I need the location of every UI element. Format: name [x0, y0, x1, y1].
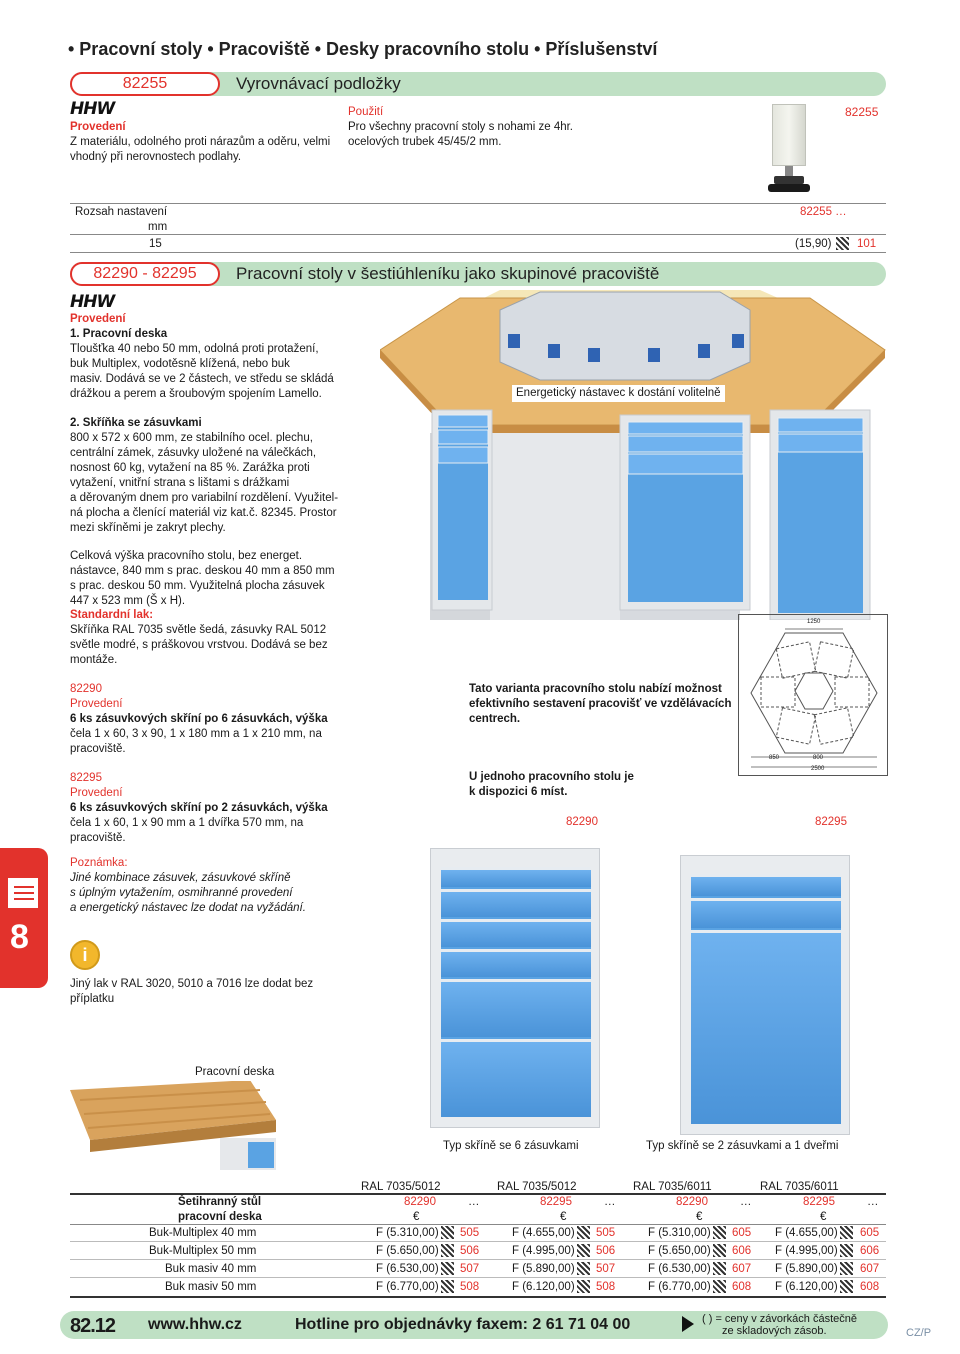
ral-header: RAL 7035/6011 — [633, 1181, 712, 1193]
qr-icon — [713, 1226, 726, 1239]
code-cell: 607 — [732, 1263, 752, 1275]
hexagon-diagram — [738, 614, 888, 776]
code-cell: 82290 — [676, 1196, 708, 1208]
row-label: Buk masiv 50 mm — [165, 1281, 257, 1293]
price-cell: F (4.995,00) — [512, 1245, 575, 1257]
item2-title: 2. Skříňka se zásuvkami — [70, 417, 202, 429]
item2-line: mezi skříněmi je zakryt plechy. — [70, 522, 226, 534]
dim-label: 1250 — [807, 619, 821, 625]
height-line: s prac. deskou 50 mm. Využitelná plocha zásuvek — [70, 580, 325, 592]
qr-icon — [441, 1262, 454, 1275]
item2-line: vytažení, vnitřní strana s lištami s drážkami — [70, 477, 290, 489]
code-cell: 606 — [732, 1245, 752, 1257]
ral-header: RAL 7035/6011 — [760, 1181, 839, 1193]
price-cell: F (4.995,00) — [775, 1245, 838, 1257]
table-rule — [70, 1224, 886, 1225]
lak-line: montáže. — [70, 654, 118, 666]
code-cell: 82295 — [540, 1196, 572, 1208]
energy-caption: Energetický nástavec k dostání volitelně — [512, 385, 725, 402]
variant-line: čela 1 x 60, 3 x 90, 1 x 180 mm a 1 x 210 mm, na — [70, 728, 322, 740]
page-number: 82.12 — [70, 1315, 116, 1337]
code-cell: 605 — [860, 1227, 880, 1239]
qr-icon — [836, 237, 849, 250]
note-line: s úplným vytažením, osmihranné provedení — [70, 887, 293, 899]
table-rule — [70, 1259, 886, 1260]
web-link[interactable]: www.hhw.cz — [148, 1316, 242, 1333]
pouziti-text: ocelových trubek 45/45/2 mm. — [348, 136, 502, 148]
ellipsis: … — [867, 1196, 879, 1208]
euro-cell: € — [820, 1211, 827, 1223]
code-cell: 506 — [596, 1245, 616, 1257]
table-price: (15,90) — [795, 238, 832, 250]
price-cell: F (6.530,00) — [376, 1263, 439, 1275]
qr-icon — [577, 1262, 590, 1275]
worktop-image — [70, 1080, 280, 1170]
image-label: 82255 — [845, 105, 879, 119]
hotline: Hotline pro objednávky faxem: 2 61 71 04 00 — [295, 1316, 631, 1333]
table-cell: 15 — [149, 238, 162, 250]
price-cell: F (5.310,00) — [376, 1227, 439, 1239]
code-cell: 505 — [596, 1227, 616, 1239]
code-cell: 608 — [860, 1281, 880, 1293]
code-cell: 505 — [460, 1227, 480, 1239]
code-cell: 507 — [460, 1263, 480, 1275]
language-code: CZ/P — [906, 1327, 932, 1339]
hexagon-table-image — [380, 290, 886, 620]
note-line: centrech. — [469, 713, 521, 725]
dim-label: 850 — [769, 755, 780, 761]
qr-icon — [441, 1280, 454, 1293]
code-cell: 82290 — [404, 1196, 436, 1208]
euro-cell: € — [696, 1211, 703, 1223]
code-cell: 508 — [460, 1281, 480, 1293]
section-title: Vyrovnávací podložky — [236, 74, 401, 93]
code-cell: 507 — [596, 1263, 616, 1275]
pouziti-text: Pro všechny pracovní stoly s nohami ze 4hr. — [348, 121, 573, 133]
note-line: Tato varianta pracovního stolu nabízí možnost — [469, 683, 722, 695]
ellipsis: … — [740, 1196, 752, 1208]
variant-line: pracoviště. — [70, 832, 126, 844]
price-cell: F (6.120,00) — [775, 1281, 838, 1293]
desk-label: Pracovní deska — [193, 1064, 276, 1081]
note-label: Poznámka: — [70, 857, 128, 869]
variant-number: 82295 — [70, 772, 102, 784]
ellipsis: … — [468, 1196, 480, 1208]
cabinet-6-drawers-image — [430, 848, 600, 1128]
item1-line: Tloušťka 40 nebo 50 mm, odolná proti protažení, — [70, 343, 319, 355]
qr-icon — [577, 1226, 590, 1239]
row-label: Buk-Multiplex 50 mm — [149, 1245, 257, 1257]
code-cell: 608 — [732, 1281, 752, 1293]
code-cell: 82295 — [803, 1196, 835, 1208]
item2-line: nosnost 60 kg, vytažení na 85 %. Zarážka proti — [70, 462, 310, 474]
code-cell: 606 — [860, 1245, 880, 1257]
qr-icon — [713, 1262, 726, 1275]
height-line: 447 x 523 mm (Š x H). — [70, 595, 186, 607]
row-label: Buk masiv 40 mm — [165, 1263, 257, 1275]
price-cell: F (6.120,00) — [512, 1281, 575, 1293]
euro-cell: € — [560, 1211, 567, 1223]
table-rule — [70, 1277, 886, 1278]
footer-note: ze skladových zásob. — [722, 1325, 827, 1337]
page-title: • Pracovní stoly • Pracoviště • Desky pracovního stolu • Příslušenství — [68, 39, 658, 59]
code-cell: 605 — [732, 1227, 752, 1239]
table-rule — [70, 1241, 886, 1242]
note-line: Jiné kombinace zásuvek, zásuvkové skříně — [70, 872, 291, 884]
item2-line: ná plocha a členící materiál viz kat.č. 82345. Prostor — [70, 507, 337, 519]
ral-header: RAL 7035/5012 — [497, 1181, 577, 1193]
chapter-number: 8 — [10, 918, 29, 956]
image-label: 82295 — [815, 816, 847, 828]
ral-header: RAL 7035/5012 — [361, 1181, 441, 1193]
provedeni-text: vhodný při nerovnostech podlahy. — [70, 151, 242, 163]
price-cell: F (4.655,00) — [775, 1227, 838, 1239]
price-cell: F (6.770,00) — [376, 1281, 439, 1293]
brand-logo: HHW — [70, 99, 115, 119]
table-header: Rozsah nastavení — [75, 206, 168, 218]
price-cell: F (5.650,00) — [376, 1245, 439, 1257]
table-unit: mm — [148, 221, 168, 233]
variant-label: Provedení — [70, 698, 123, 710]
variant-line: 6 ks zásuvkových skříní po 6 zásuvkách, výška — [70, 713, 328, 725]
price-cell: F (5.890,00) — [512, 1263, 575, 1275]
table-rule — [70, 252, 886, 253]
dim-label: 2500 — [811, 766, 825, 772]
qr-icon — [713, 1280, 726, 1293]
qr-icon — [713, 1244, 726, 1257]
provedeni-label: Provedení — [70, 313, 126, 325]
cabinet-caption: Typ skříně se 6 zásuvkami — [443, 1140, 579, 1152]
dim-label: 800 — [813, 755, 824, 761]
price-cell: F (5.650,00) — [648, 1245, 711, 1257]
qr-icon — [840, 1280, 853, 1293]
provedeni-label: Provedení — [70, 121, 126, 133]
lak-line: světle modré, s práškovou vrstvou. Dodává se bez — [70, 639, 328, 651]
price-cell: F (6.770,00) — [648, 1281, 711, 1293]
lak-label: Standardní lak: — [70, 609, 154, 621]
arrow-icon — [682, 1316, 694, 1332]
qr-icon — [577, 1244, 590, 1257]
height-line: Celková výška pracovního stolu, bez energet. — [70, 550, 303, 562]
table-rule — [70, 1296, 886, 1298]
cabinet-caption: Typ skříně se 2 zásuvkami a 1 dveřmi — [646, 1140, 839, 1152]
table-header-code: 82255 … — [800, 206, 847, 218]
variant-line: pracoviště. — [70, 743, 126, 755]
section-title: Pracovní stoly v šestiúhleníku jako skupinové pracoviště — [236, 264, 660, 283]
row-head: pracovní deska — [178, 1211, 262, 1223]
cabinet-2-drawers-image — [680, 855, 850, 1135]
chapter-icon — [8, 878, 38, 908]
info-icon: i — [70, 940, 100, 970]
leveling-foot-image — [768, 104, 812, 194]
provedeni-text: Z materiálu, odolného proti nárazům a oděru, velmi — [70, 136, 331, 148]
euro-cell: € — [413, 1211, 420, 1223]
variant-number: 82290 — [70, 683, 102, 695]
qr-icon — [840, 1262, 853, 1275]
variant-label: Provedení — [70, 787, 123, 799]
info-line: příplatku — [70, 993, 115, 1005]
lak-line: Skříňka RAL 7035 světle šedá, zásuvky RAL 5012 — [70, 624, 327, 636]
footer-note: ( ) = ceny v závorkách částečně — [702, 1313, 857, 1325]
table-code: 101 — [857, 238, 877, 250]
section-number: 82255 — [70, 72, 220, 96]
item1-line: masiv. Dodává se ve 2 částech, ve středu se skládá — [70, 373, 334, 385]
item1-line: drážkou a perem a šroubovým spojením Lamello. — [70, 388, 322, 400]
qr-icon — [577, 1280, 590, 1293]
height-line: nástavce, 840 mm s prac. deskou 40 mm a 850 mm — [70, 565, 335, 577]
section-number: 82290 - 82295 — [70, 262, 220, 286]
brand-logo: HHW — [70, 292, 115, 312]
price-cell: F (4.655,00) — [512, 1227, 575, 1239]
price-cell: F (6.530,00) — [648, 1263, 711, 1275]
price-cell: F (5.310,00) — [648, 1227, 711, 1239]
row-label: Buk-Multiplex 40 mm — [149, 1227, 257, 1239]
variant-line: 6 ks zásuvkových skříní po 2 zásuvkách, výška — [70, 802, 328, 814]
image-label: 82290 — [566, 816, 598, 828]
note-line: U jednoho pracovního stolu je — [469, 771, 634, 783]
row-head: Šetihranný stůl — [178, 1196, 262, 1208]
ellipsis: … — [604, 1196, 616, 1208]
info-line: Jiný lak v RAL 3020, 5010 a 7016 lze dodat bez — [70, 978, 314, 990]
qr-icon — [441, 1244, 454, 1257]
code-cell: 607 — [860, 1263, 880, 1275]
item1-line: buk Multiplex, vodotěsně klížená, nebo buk — [70, 358, 290, 370]
item2-line: a děrovaným dnem pro variabilní rozdělení. Využitel- — [70, 492, 339, 504]
code-cell: 508 — [596, 1281, 616, 1293]
price-cell: F (5.890,00) — [775, 1263, 838, 1275]
code-cell: 506 — [460, 1245, 480, 1257]
table-rule — [70, 203, 886, 204]
qr-icon — [441, 1226, 454, 1239]
variant-line: čela 1 x 60, 1 x 90 mm a 1 dvířka 570 mm, na — [70, 817, 304, 829]
item1-title: 1. Pracovní deska — [70, 328, 168, 340]
pouziti-label: Použití — [348, 106, 384, 118]
note-line: a energetický nástavec lze dodat na vyžádání. — [70, 902, 306, 914]
item2-line: centrální zámek, zásuvky uložené na válečkách, — [70, 447, 317, 459]
table-rule — [70, 234, 886, 235]
note-line: k dispozici 6 míst. — [469, 786, 568, 798]
qr-icon — [840, 1226, 853, 1239]
qr-icon — [840, 1244, 853, 1257]
item2-line: 800 x 572 x 600 mm, ze stabilního ocel. plechu, — [70, 432, 313, 444]
note-line: efektivního sestavení pracovišť ve vzdělávacích — [469, 698, 732, 710]
